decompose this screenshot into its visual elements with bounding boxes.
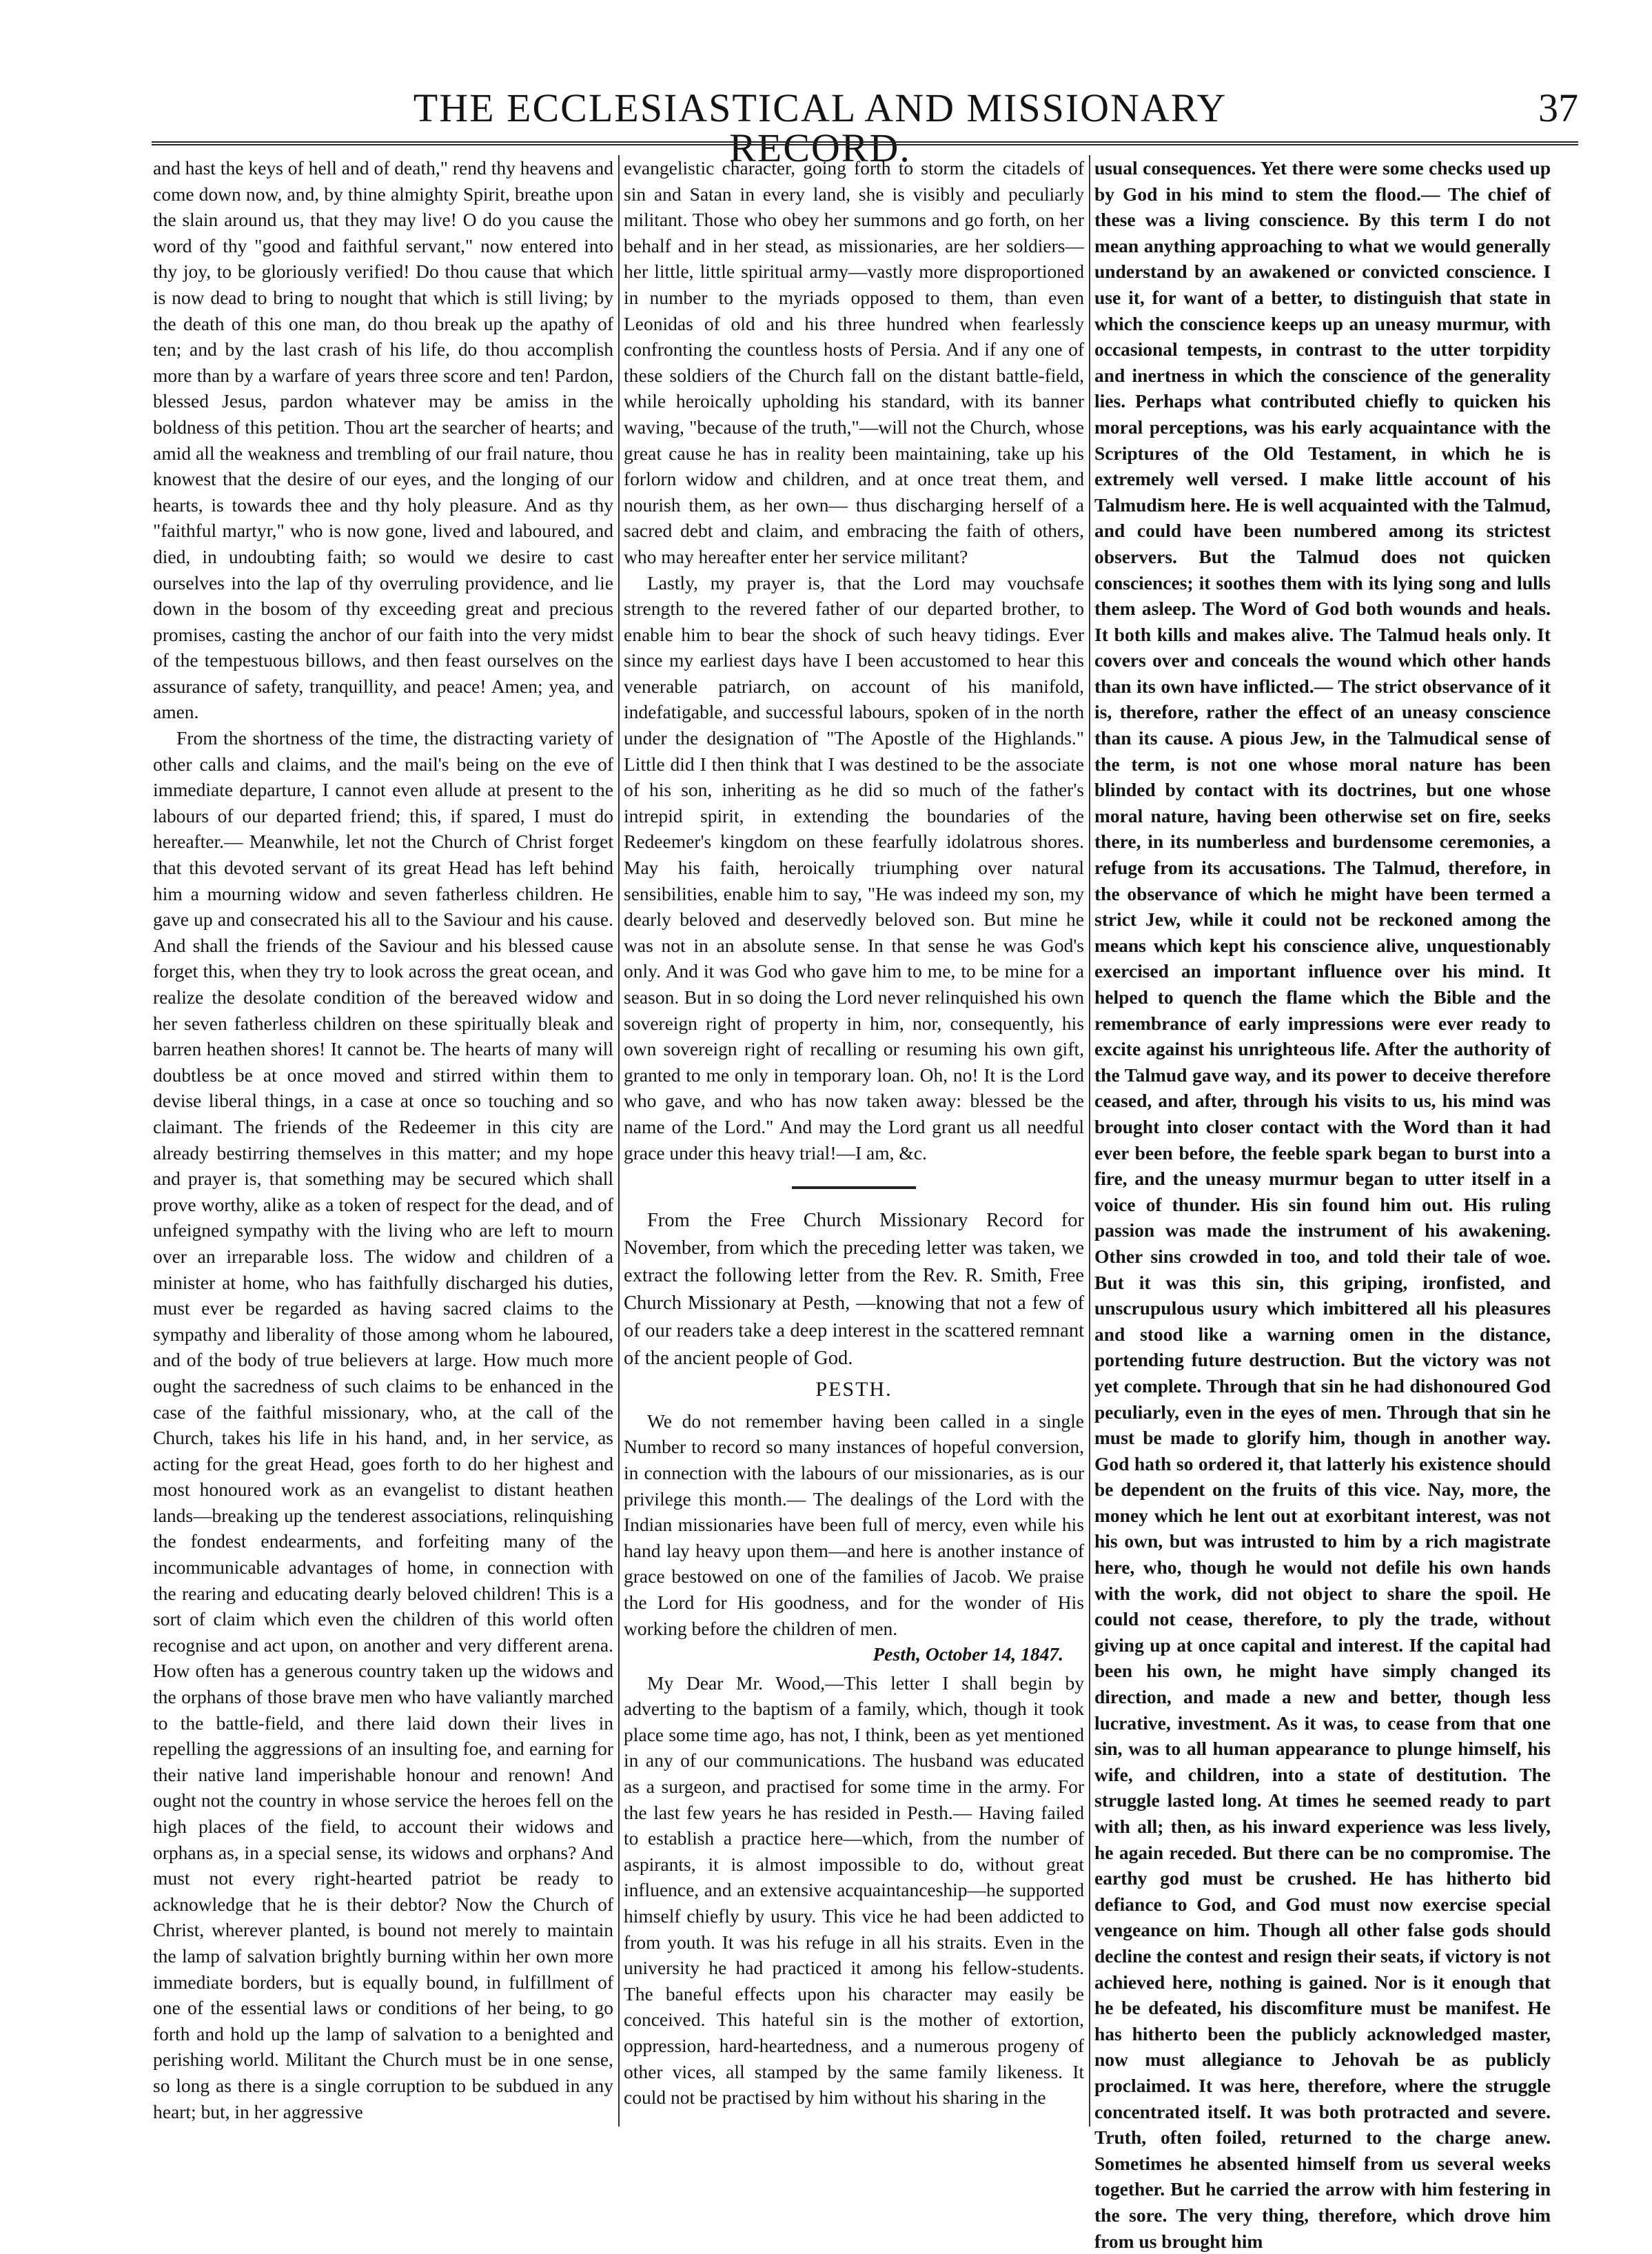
column-1-paragraph-1: and hast the keys of hell and of death," rend thy heavens and come down now, and, by thine almighty Spirit, breathe upon the slain around us, that they may live! O do you cause the word of thy "good and faithful servant," now entered into thy joy, to be gloriously verified! Do thou cause that which is now dead to bring to nought that which is still living; by the death of this one man, do thou break up the apathy of ten; and by the last crash of his life, do thou accomplish more than by a warfare of years three score and ten! Pardon, blessed Jesus, pardon whatever may be amiss in the boldness of this petition. Thou art the searcher of hearts; and amid all the weakness and trembling of our frail nature, thou knowest that the desire of our eyes, and the longing of our hearts, is towards thee and thy holy pleasure. And as thy "faithful martyr," who is now gone, lived and laboured, and died, in undoubting faith; so would we desire to cast ourselves into the lap of thy overruling providence, and lie down in the bosom of thy exceeding great and precious promises, casting the anchor of our faith into the very midst of the tempestuous billows, and then feast ourselves on the assurance of safety, tranquillity, and peace! Amen; yea, and amen.: [153, 157, 613, 723]
section-title: PESTH.: [815, 1378, 893, 1401]
column-rule-2: [1089, 155, 1090, 2126]
page-number: 37: [1538, 85, 1578, 130]
letter-dateline: Pesth, October 14, 1847.: [873, 1643, 1063, 1665]
column-2: [624, 155, 1084, 2126]
running-head: THE ECCLESIASTICAL AND MISSIONARY RECORD.: [413, 85, 1227, 170]
column-rule-1: [618, 155, 620, 2126]
article-separator-rule: [792, 1186, 916, 1189]
column-2-paragraph-2: Lastly, my prayer is, that the Lord may vouchsafe strength to the revered father of our departed brother, to enable him to bear the shock of such heavy tidings. Ever since my earliest days have I been accustomed to hear this venerable patriarch, on account of his manifold, indefatigable, and successful labours, spoken of in the north under the designation of "The Apostle of the Highlands." Little did I then think that I was destined to be the associate of his son, inheriting as he did so much of the father's intrepid spirit, in extending the boundaries of the Redeemer's kingdom on these fearfully idolatrous shores. May his faith, heroically triumphing over natural sensibilities, enable him to say, "He was indeed my son, my dearly beloved and deservedly beloved son. But mine he was not in an absolute sense. In that sense he was God's only. And it was God who gave him to me, to be mine for a season. But in so doing the Lord never relinquished his own sovereign right of property in him, nor, consequently, his own sovereign right of recalling or resuming his own gift, granted to me only in temporary loan. Oh, no! It is the Lord who gave, and who has now taken away: blessed be the name of the Lord." And may the Lord grant us all needful grace under this heavy trial!—I am, &c.: [624, 571, 1084, 1164]
column-1: [153, 155, 613, 2126]
header-rule: [152, 141, 1578, 145]
intro-paragraph: We do not remember having been called in a single Number to record so many instances of hopeful conversion, in connection with the labours of our missionaries, as is our privilege this month.— The dealings of the Lord with the Indian missionaries have been full of mercy, even while his hand lay heavy upon them—and here is another instance of grace bestowed on one of the families of Jacob. We praise the Lord for His goodness, and for the wonder of His working before the children of men.: [624, 1410, 1084, 1639]
column-1-paragraph-2: From the shortness of the time, the distracting variety of other calls and claims, and the mail's being on the eve of immediate departure, I cannot even allude at present to the labours of our departed friend; this, if spared, I must do hereafter.— Meanwhile, let not the Church of Christ forget that this devoted servant of its great Head has left behind him a mourning widow and seven fatherless children. He gave up and consecrated his all to the Saviour and his cause. And shall the friends of the Saviour and his blessed cause forget this, when they try to look across the great ocean, and realize the desolate condition of the bereaved widow and her seven fatherless children on these spiritually bleak and barren heathen shores! It cannot be. The hearts of many will doubtless be at once moved and stirred within them to devise liberal things, in a case at once so touching and so claimant. The friends of the Redeemer in this city are already bestirring themselves in this matter; and my hope and prayer is, that something may be secured which shall prove worthy, alike as a token of respect for the dead, and of unfeigned sympathy with the living who are left to mourn over an irreparable loss. The widow and children of a minister at home, who has faithfully discharged his duties, must ever be regarded as having sacred claims to the sympathy and liberality of those among whom he laboured, and of the body of true believers at large. How much more ought the sacredness of such claims to be enhanced in the case of the faithful missionary, who, at the call of the Church, takes his life in his hand, and, in her service, as acting for the great Head, goes forth to do her highest and most honoured work as an evangelist to distant heathen lands—breaking up the tenderest associations, relinquishing the fondest endearments, and forfeiting many of the incommunicable advantages of home, in connection with the rearing and educating dearly beloved children! This is a sort of claim which even the children of this world often recognise and act upon, on another and very different arena. How often has a generous country taken up the widows and the orphans of those brave men who have valiantly marched to the battle-field, and there laid down their lives in repelling the aggressions of an insulting foe, and earning for their native land imperishable honour and renown! And ought not the country in whose service the heroes fell on the high places of the field, to account their widows and orphans as, in a special sense, its widows and orphans? And must not every right-hearted patriot be ready to acknowledge that he is their debtor? Now the Church of Christ, wherever planted, is bound not merely to maintain the lamp of salvation brightly burning within her own more immediate borders, but is equally bound, in fulfillment of one of the essential laws or conditions of her being, to go forth and hold up the lamp of salvation to a benighted and perishing world. Militant the Church must be in one sense, so long as there is a single corruption to be subdued in any heart; but, in her aggressive: [153, 727, 613, 2122]
column-2-paragraph-1: evangelistic character, going forth to storm the citadels of sin and Satan in every land, she is visibly and peculiarly militant. Those who obey her summons and go forth, on her behalf and in her stead, as missionaries, are her soldiers—her little, little spiritual army—vastly more disproportioned in number to the myriads opposed to them, than even Leonidas of old and his three hundred when fearlessly confronting the countless hosts of Persia. And if any one of these soldiers of the Church fall on the distant battle-field, while heroically upholding his standard, with its banner waving, "because of the truth,"—will not the Church, whose great cause he has in reality been maintaining, take up his forlorn widow and children, and at once treat them, and nourish them, as her own— thus discharging herself of a sacred debt and claim, and embracing the faith of others, who may hereafter enter her service militant?: [624, 157, 1084, 567]
column-3: [1094, 155, 1551, 2252]
letter-paragraph: My Dear Mr. Wood,—This letter I shall begin by adverting to the baptism of a family, which, though it took place some time ago, has not, I think, been as yet mentioned in any of our communications. The husband was educated as a surgeon, and practised for some time in the army. For the last few years he has resided in Pesth.— Having failed to establish a practice here—which, from the number of aspirants, it is almost impossible to do, without great influence, and an extensive acquaintanceship—he supported himself chiefly by usury. This vice he had been addicted to from youth. It was his refuge in all his straits. Even in the university he had practiced it among his fellow-students. The baneful effects upon his character may easily be conceived. This hateful sin is the mother of extortion, oppression, hard-heartedness, and a numerous progeny of other vices, all stamped by the same family likeness. It could not be practised by him without his sharing in the: [624, 1672, 1084, 2109]
column-3-paragraph-1: usual consequences. Yet there were some checks used up by God in his mind to stem the flood.— The chief of these was a living conscience. By this term I do not mean anything approaching to what we would generally understand by an awakened or convicted conscience. I use it, for want of a better, to distinguish that state in which the conscience keeps up an uneasy murmur, with occasional tempests, in contrast to the utter torpidity and inertness in which the conscience of the generality lies. Perhaps what contributed chiefly to quicken his moral perceptions, was his early acquaintance with the Scriptures of the Old Testament, in which he is extremely well versed. I make little account of his Talmudism here. He is well acquainted with the Talmud, and could have been numbered among its strictest observers. But the Talmud does not quicken consciences; it soothes them with its lying song and lulls them asleep. The Word of God both wounds and heals. It both kills and makes alive. The Talmud heals only. It covers over and conceals the wound which other hands than its own have inflicted.— The strict observance of it is, therefore, rather the effect of an uneasy conscience than its cause. A pious Jew, in the Talmudical sense of the term, is not one whose moral nature has been blinded by contact with its doctrines, but one whose moral nature, having been otherwise set on fire, seeks there, in its numberless and burdensome ceremonies, a refuge from its accusations. The Talmud, therefore, in the observance of which he might have been termed a strict Jew, while it could not be reckoned among the means which kept his conscience alive, unquestionably exercised an important influence over his mind. It helped to quench the flame which the Bible and the remembrance of early impressions were ever ready to excite against his unrighteous life. After the authority of the Talmud gave way, and its power to deceive therefore ceased, and after, through his visits to us, his mind was brought into closer contact with the Word than it had ever been before, the feeble spark began to burst into a fire, and the uneasy murmur began to utter itself in a voice of thunder. His sin found him out. His ruling passion was made the instrument of his awakening. Other sins crowded in too, and told their tale of woe. But it was this sin, this griping, ironfisted, and unscrupulous usury which imbittered all his pleasures and stood like a warning omen in the distance, portending future destruction. But the victory was not yet complete. Through that sin he had dishonoured God peculiarly, even in the eyes of men. Through that sin he must be made to glorify him, though in another way. God hath so ordered it, that latterly his existence should be dependent on the fruits of this vice. Nay, more, the money which he lent out at exorbitant interest, was not his own, but was intrusted to him by a rich magistrate here, who, though he would not defile his own hands with the work, did not object to share the spoil. He could not cease, therefore, to ply the trade, without giving up at once capital and interest. If the capital had been his own, he might have simply changed its direction, and made a new and better, though less lucrative, investment. As it was, to cease from that one sin, was to all human appearance to plunge himself, his wife, and children, into a state of destitution. The struggle lasted long. At times he seemed ready to part with all; then, as his inward experience was less lively, he again receded. But there can be no compromise. The earthy god must be crushed. He has hitherto bid defiance to God, and God must now exercise special vengeance on him. Though all other false gods should decline the contest and resign their seats, if victory is not achieved here, nothing is gained. Nor is it enough that he be defeated, his discomfiture must be manifest. He has hitherto been the publicly acknowledged master, now must allegiance to Jehovah be as publicly proclaimed. It was here, therefore, where the struggle concentrated itself. It was both protracted and severe. Truth, often foiled, returned to the charge anew. Sometimes he absented himself from us several weeks together. But he carried the arrow with him festering in the sore. The very thing, therefore, which drove him from us brought him: [1094, 157, 1551, 2252]
editorial-note: From the Free Church Missionary Record for November, from which the preceding letter was taken, we extract the following letter from the Rev. R. Smith, Free Church Missionary at Pesth, —knowing that not a few of of our readers take a deep interest in the scattered remnant of the ancient people of God.: [624, 1210, 1084, 1370]
